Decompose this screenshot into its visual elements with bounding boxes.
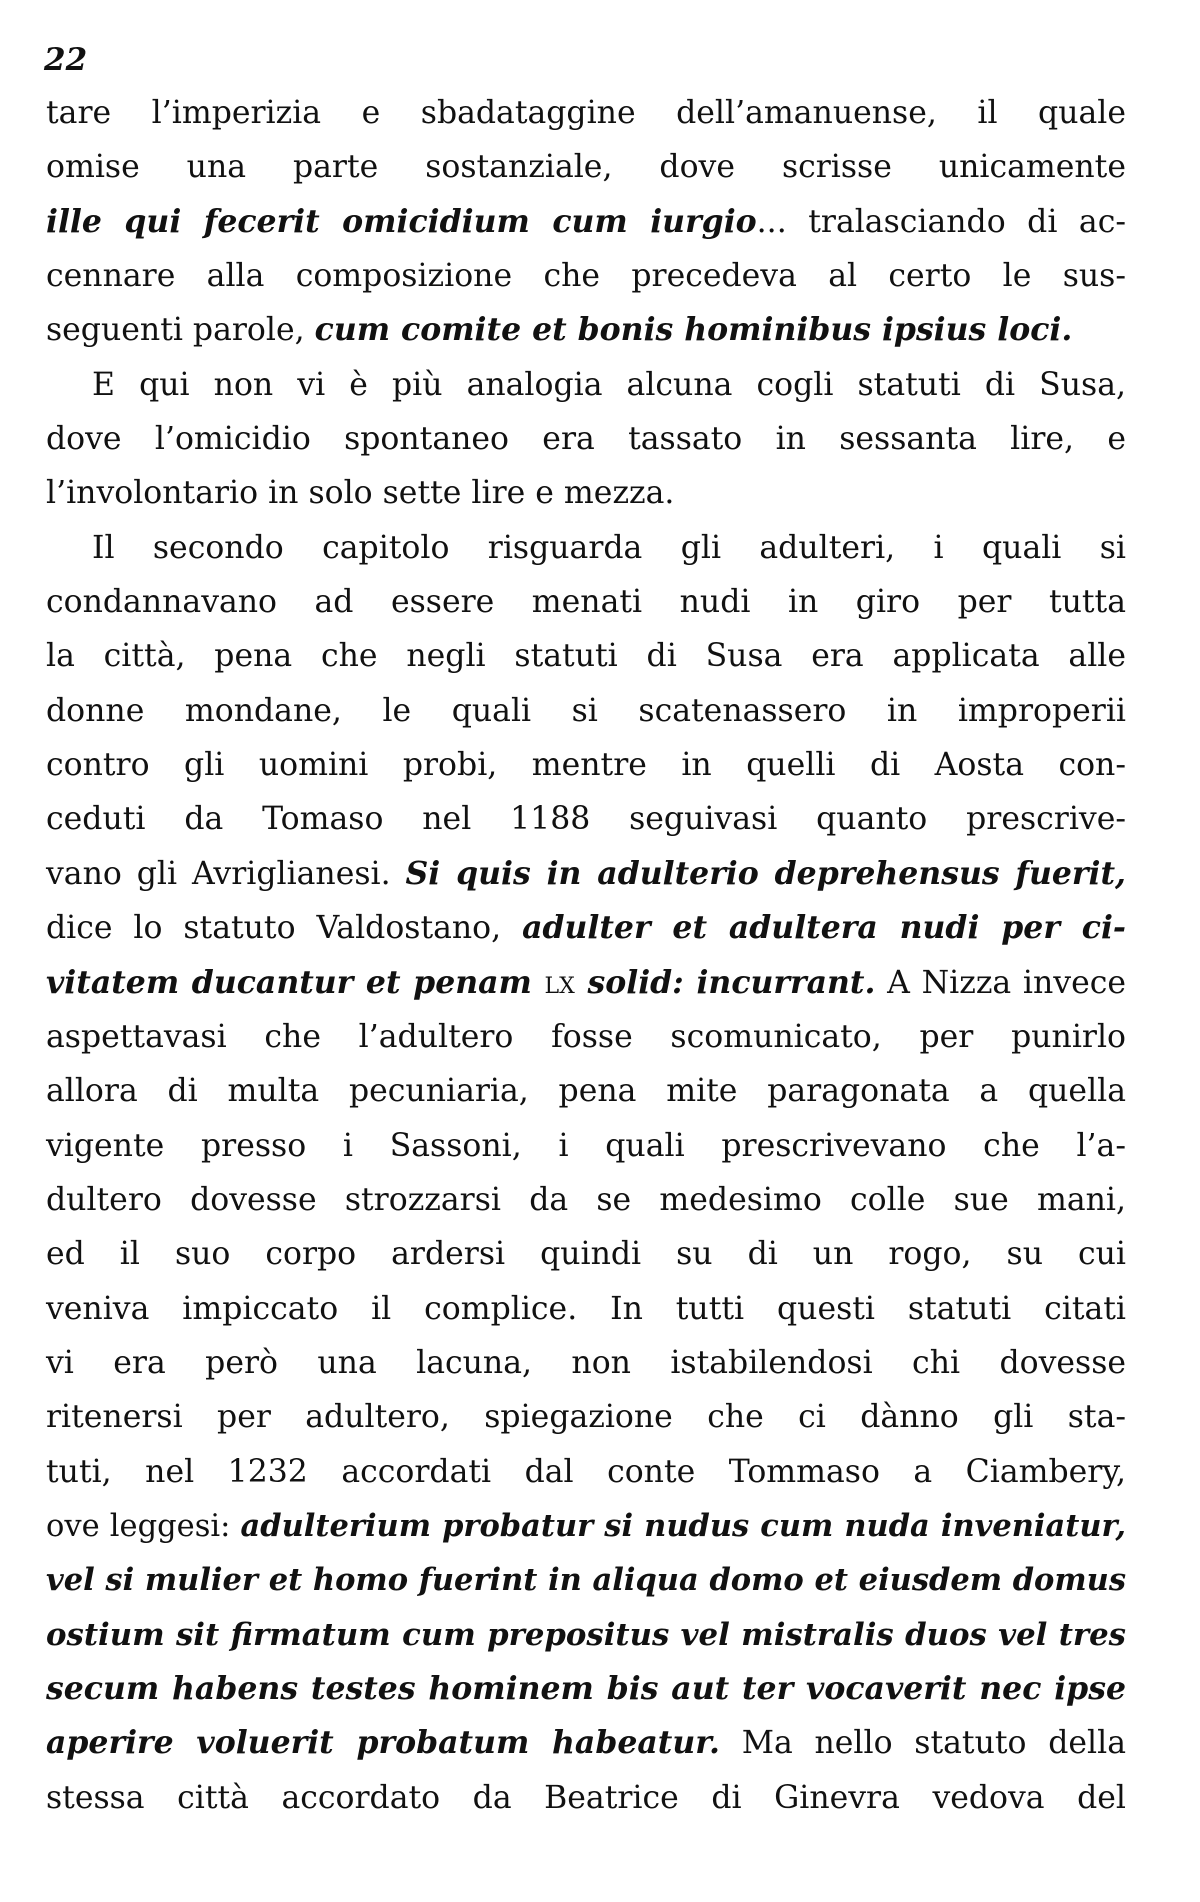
text-segment: l’involontario in solo sette lire e mezza. [46, 475, 675, 512]
text-segment: E qui non vi è più analogia alcuna cogli statuti di Susa, [92, 366, 1126, 403]
text-line [46, 1336, 1126, 1390]
text-line [46, 1282, 1126, 1336]
text-segment: tuti, nel 1232 accordati dal conte Tommaso a Ciambery, [46, 1453, 1126, 1490]
text-segment: lx [544, 964, 575, 1001]
text-line [46, 140, 1126, 194]
text-line [46, 792, 1126, 846]
text-segment: aspettavasi che l’adultero fosse scomunicato, per punirlo [46, 1018, 1126, 1055]
text-segment: seguenti parole, [46, 312, 315, 349]
text-segment: dove l’omicidio spontaneo era tassato in sessanta lire, e [46, 421, 1126, 458]
text-segment: A Nizza invece [875, 964, 1126, 1001]
text-line [46, 1771, 1126, 1825]
text-segment: ... tralasciando di ac- [756, 203, 1126, 240]
text-segment: Ma nello statuto della [719, 1725, 1126, 1762]
text-segment: cennare alla composizione che precedeva al certo le sus- [46, 258, 1126, 295]
text-segment: vi era però una lacuna, non istabilendosi chi dovesse [46, 1344, 1126, 1381]
text-segment: vano gli Avriglianesi. [46, 855, 406, 892]
text-line [46, 1390, 1126, 1444]
text-segment: Il secondo capitolo risguarda gli adulteri, i quali si [92, 529, 1126, 566]
text-line [46, 738, 1126, 792]
latin-quote: Si quis in adulterio deprehensus fuerit, [405, 854, 1127, 892]
text-line [46, 466, 1126, 520]
text-segment: dice lo statuto Valdostano, [46, 910, 523, 947]
text-segment: ceduti da Tomaso nel 1188 seguivasi quanto prescrive- [46, 801, 1126, 838]
text-line [46, 1608, 1126, 1662]
text-line [46, 1227, 1126, 1281]
text-segment: ove leggesi: [46, 1508, 241, 1544]
text-segment: omise una parte sostanziale, dove scrisse unicamente [46, 149, 1126, 186]
text-segment: donne mondane, le quali si scatenassero in improperii [46, 692, 1126, 729]
text-line [46, 521, 1126, 575]
text-line [46, 249, 1126, 303]
latin-quote: adulter et adultera nudi per ci- [522, 909, 1127, 947]
text-line [46, 195, 1126, 249]
latin-quote: vel si mulier et homo fuerint in aliqua domo et eiusdem domus [46, 1562, 1126, 1599]
text-line [46, 1553, 1126, 1607]
latin-quote: solid: incurrant. [574, 963, 876, 1001]
latin-quote: ostium sit firmatum cum prepositus vel mistralis duos vel tres [46, 1616, 1126, 1653]
text-line [46, 412, 1126, 466]
latin-quote: adulterium probatur si nudus cum nuda inveniatur, [240, 1507, 1126, 1544]
text-line [46, 901, 1126, 955]
text-segment: dultero dovesse strozzarsi da se medesimo colle sue mani, [46, 1181, 1126, 1218]
text-segment: la città, pena che negli statuti di Susa era applicata alle [46, 638, 1126, 675]
latin-quote: ille qui fecerit omicidium cum iurgio [46, 202, 757, 240]
text-segment: tare l’imperizia e sbadataggine dell’amanuense, il quale [46, 95, 1126, 131]
text-line [46, 358, 1126, 412]
latin-quote: cum comite et bonis hominibus ipsius loci. [314, 311, 1073, 349]
text-line [46, 1445, 1126, 1499]
page-number: 22 [44, 42, 88, 78]
text-segment: ritenersi per adultero, spiegazione che ci dànno gli sta- [46, 1399, 1126, 1436]
text-line [46, 1119, 1126, 1173]
text-line [46, 1173, 1126, 1227]
text-segment: contro gli uomini probi, mentre in quelli di Aosta con- [46, 747, 1126, 784]
text-line [46, 1010, 1126, 1064]
text-line [46, 575, 1126, 629]
text-line [46, 86, 1126, 140]
latin-quote: secum habens testes hominem bis aut ter vocaverit nec ipse [46, 1669, 1126, 1707]
text-line [46, 956, 1126, 1010]
text-segment: condannavano ad essere menati nudi in giro per tutta [46, 584, 1126, 621]
latin-quote: aperire voluerit probatum habeatur. [46, 1724, 720, 1762]
text-segment: vigente presso i Sassoni, i quali prescrivevano che l’a- [46, 1127, 1126, 1164]
latin-quote: vitatem ducantur et penam [46, 963, 545, 1001]
text-line [46, 847, 1126, 901]
text-line [46, 303, 1126, 357]
text-line [46, 684, 1126, 738]
body-text [46, 86, 1126, 1825]
text-line [46, 629, 1126, 683]
text-segment: stessa città accordato da Beatrice di Ginevra vedova del [46, 1779, 1126, 1816]
text-line [46, 1499, 1126, 1553]
text-line [46, 1662, 1126, 1716]
text-segment: veniva impiccato il complice. In tutti questi statuti citati [46, 1290, 1126, 1327]
text-segment: ed il suo corpo ardersi quindi su di un rogo, su cui [46, 1236, 1126, 1273]
text-segment: allora di multa pecuniaria, pena mite paragonata a quella [46, 1073, 1126, 1110]
text-line [46, 1716, 1126, 1770]
text-line [46, 1064, 1126, 1118]
